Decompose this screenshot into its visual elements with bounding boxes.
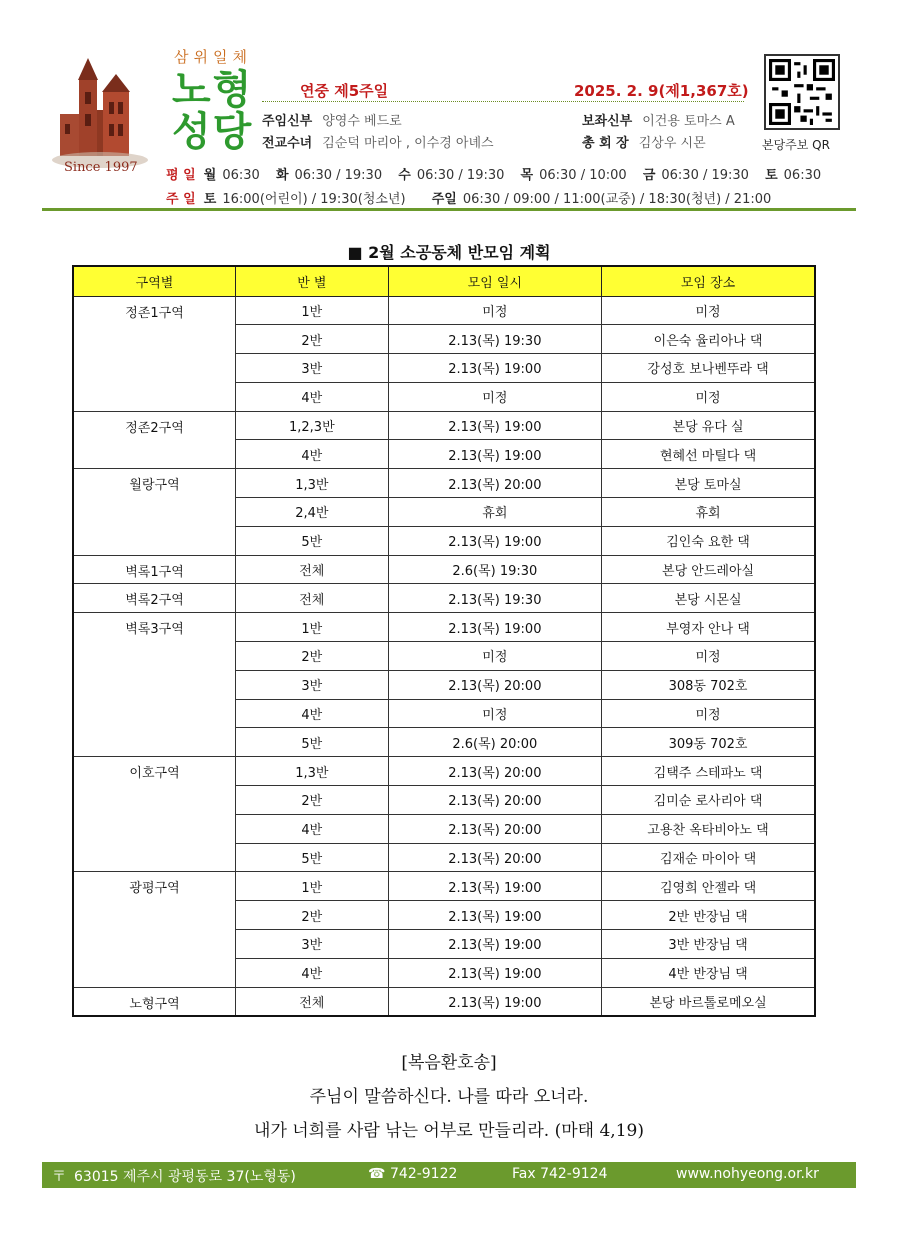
datetime-cell: 2.13(목) 20:00 — [388, 786, 601, 815]
footer-bar — [42, 1162, 856, 1188]
class-cell: 1,3반 — [236, 469, 389, 498]
location-cell: 부영자 안나 댁 — [602, 613, 815, 642]
staff-sisters — [262, 132, 494, 151]
mass-day: 금 — [642, 168, 656, 183]
location-cell: 이은숙 율리아나 댁 — [602, 325, 815, 354]
class-cell: 1반 — [236, 613, 389, 642]
class-cell: 1반 — [236, 872, 389, 901]
sunday-mass-label: 주 일 — [166, 192, 196, 207]
district-cell: 벽록1구역 — [73, 555, 236, 584]
district-cell: 이호구역 — [73, 757, 236, 872]
location-cell: 미정 — [602, 382, 815, 411]
class-cell: 4반 — [236, 382, 389, 411]
location-cell: 휴회 — [602, 498, 815, 527]
class-cell: 4반 — [236, 814, 389, 843]
location-cell: 강성호 보나벤뚜라 댁 — [602, 354, 815, 383]
class-cell: 1,2,3반 — [236, 411, 389, 440]
table-title: ■ 2월 소공동체 반모임 계획 — [347, 243, 551, 262]
footer-fax: Fax 742-9124 — [512, 1166, 608, 1182]
datetime-cell: 2.6(목) 20:00 — [388, 728, 601, 757]
mass-day: 화 — [275, 168, 289, 183]
since-year: Since 1997 — [64, 160, 138, 175]
location-cell: 미정 — [602, 642, 815, 671]
qr-label: 본당주보 QR — [762, 138, 830, 152]
postal-icon: 〒 — [52, 1169, 66, 1185]
table-row — [73, 872, 815, 901]
class-cell: 4반 — [236, 958, 389, 987]
church-building-logo — [50, 52, 150, 172]
location-cell: 본당 시몬실 — [602, 584, 815, 613]
datetime-cell: 미정 — [388, 382, 601, 411]
datetime-cell: 2.13(목) 19:00 — [388, 901, 601, 930]
staff-name: 양영수 베드로 — [322, 114, 402, 129]
sunday-mass-times — [166, 188, 771, 207]
class-cell: 5반 — [236, 728, 389, 757]
datetime-cell: 미정 — [388, 642, 601, 671]
district-cell: 정존1구역 — [73, 296, 236, 411]
staff-name: 이건용 토마스 A — [642, 114, 735, 129]
class-cell: 전체 — [236, 987, 389, 1016]
location-cell: 김인숙 요한 댁 — [602, 526, 815, 555]
location-cell: 미정 — [602, 296, 815, 325]
class-cell: 2,4반 — [236, 498, 389, 527]
table-row — [73, 411, 815, 440]
column-header: 모임 장소 — [602, 266, 815, 296]
datetime-cell: 2.13(목) 19:30 — [388, 584, 601, 613]
datetime-cell: 2.6(목) 19:30 — [388, 555, 601, 584]
parish-title-line1: 노형 — [172, 67, 254, 113]
verse-line2: 내가 너희를 사람 낚는 어부로 만들리라. (마태 4,19) — [254, 1121, 644, 1141]
verse-line1: 주님이 말씀하신다. 나를 따라 오너라. — [309, 1087, 589, 1107]
location-cell: 본당 안드레아실 — [602, 555, 815, 584]
location-cell: 4반 반장님 댁 — [602, 958, 815, 987]
parish-subtitle: 삼위일체 — [174, 48, 252, 66]
table-body — [73, 296, 815, 1016]
class-cell: 1,3반 — [236, 757, 389, 786]
mass-day: 월 — [203, 168, 217, 183]
datetime-cell: 2.13(목) 19:00 — [388, 354, 601, 383]
table-row — [73, 987, 815, 1016]
table-header-row — [73, 266, 815, 296]
mass-times: 16:00(어린이) / 19:30(청소년) — [222, 192, 406, 207]
district-cell: 정존2구역 — [73, 411, 236, 469]
class-cell: 전체 — [236, 584, 389, 613]
class-cell: 3반 — [236, 354, 389, 383]
location-cell: 본당 토마실 — [602, 469, 815, 498]
class-cell: 5반 — [236, 843, 389, 872]
staff-pastor — [262, 110, 402, 129]
location-cell: 김미순 로사리아 댁 — [602, 786, 815, 815]
class-cell: 4반 — [236, 699, 389, 728]
parish-title-line2: 성당 — [172, 109, 254, 155]
staff-name: 김상우 시몬 — [638, 136, 706, 151]
header-divider — [42, 208, 856, 211]
mass-day: 토 — [765, 168, 778, 183]
table-row — [73, 555, 815, 584]
datetime-cell: 미정 — [388, 296, 601, 325]
location-cell: 김택주 스테파노 댁 — [602, 757, 815, 786]
mass-times: 06:30 / 19:30 — [661, 168, 749, 183]
column-header: 반 별 — [236, 266, 389, 296]
footer-phone: 742-9122 — [390, 1166, 458, 1182]
table-row — [73, 757, 815, 786]
district-cell: 월랑구역 — [73, 469, 236, 555]
datetime-cell: 2.13(목) 20:00 — [388, 469, 601, 498]
staff-president — [582, 132, 706, 151]
datetime-cell: 2.13(목) 20:00 — [388, 670, 601, 699]
class-cell: 2반 — [236, 901, 389, 930]
class-cell: 3반 — [236, 930, 389, 959]
mass-times: 06:30 — [783, 168, 822, 183]
class-cell: 1반 — [236, 296, 389, 325]
datetime-cell: 2.13(목) 19:00 — [388, 930, 601, 959]
datetime-cell: 미정 — [388, 699, 601, 728]
mass-times: 06:30 / 19:30 — [294, 168, 383, 183]
issue-date: 2025. 2. 9(제1,367호) — [574, 82, 749, 100]
location-cell: 2반 반장님 댁 — [602, 901, 815, 930]
class-cell: 2반 — [236, 642, 389, 671]
class-cell: 2반 — [236, 325, 389, 354]
table-row — [73, 296, 815, 325]
mass-day: 토 — [203, 192, 217, 207]
mass-times: 06:30 — [222, 168, 260, 183]
datetime-cell: 2.13(목) 20:00 — [388, 757, 601, 786]
datetime-cell: 2.13(목) 19:00 — [388, 526, 601, 555]
staff-label: 총 회 장 — [582, 136, 629, 151]
district-cell: 벽록3구역 — [73, 613, 236, 757]
class-cell: 2반 — [236, 786, 389, 815]
datetime-cell: 2.13(목) 20:00 — [388, 814, 601, 843]
datetime-cell: 휴회 — [388, 498, 601, 527]
datetime-cell: 2.13(목) 19:00 — [388, 411, 601, 440]
district-cell: 노형구역 — [73, 987, 236, 1016]
meeting-plan-table — [72, 265, 816, 1017]
weekday-mass-label: 평 일 — [166, 168, 196, 183]
staff-label: 주임신부 — [262, 114, 313, 129]
mass-times: 06:30 / 19:30 — [416, 168, 505, 183]
class-cell: 5반 — [236, 526, 389, 555]
qr-code-icon — [769, 59, 835, 125]
datetime-cell: 2.13(목) 20:00 — [388, 843, 601, 872]
district-cell: 벽록2구역 — [73, 584, 236, 613]
location-cell: 미정 — [602, 699, 815, 728]
datetime-cell: 2.13(목) 19:00 — [388, 958, 601, 987]
datetime-cell: 2.13(목) 19:30 — [388, 325, 601, 354]
mass-day: 주일 — [431, 192, 457, 207]
staff-name: 김순덕 마리아 , 이수경 아녜스 — [322, 136, 494, 151]
class-cell: 3반 — [236, 670, 389, 699]
location-cell: 본당 바르톨로메오실 — [602, 987, 815, 1016]
location-cell: 308동 702호 — [602, 670, 815, 699]
staff-label: 전교수녀 — [262, 136, 313, 151]
datetime-cell: 2.13(목) 19:00 — [388, 872, 601, 901]
column-header: 모임 일시 — [388, 266, 601, 296]
table-row — [73, 584, 815, 613]
liturgical-week: 연중 제5주일 — [300, 82, 389, 100]
column-header: 구역별 — [73, 266, 236, 296]
class-cell: 4반 — [236, 440, 389, 469]
datetime-cell: 2.13(목) 19:00 — [388, 987, 601, 1016]
location-cell: 309동 702호 — [602, 728, 815, 757]
staff-label: 보좌신부 — [582, 114, 633, 129]
location-cell: 3반 반장님 댁 — [602, 930, 815, 959]
datetime-cell: 2.13(목) 19:00 — [388, 613, 601, 642]
table-row — [73, 613, 815, 642]
staff-assistant — [582, 110, 735, 129]
location-cell: 김영희 안젤라 댁 — [602, 872, 815, 901]
location-cell: 김재순 마이아 댁 — [602, 843, 815, 872]
datetime-cell: 2.13(목) 19:00 — [388, 440, 601, 469]
footer-website[interactable]: www.nohyeong.or.kr — [676, 1166, 819, 1182]
table-row — [73, 469, 815, 498]
mass-times: 06:30 / 10:00 — [539, 168, 627, 183]
location-cell: 현혜선 마틸다 댁 — [602, 440, 815, 469]
class-cell: 전체 — [236, 555, 389, 584]
mass-day: 목 — [520, 168, 534, 183]
verse-heading: [복음환호송] — [401, 1053, 497, 1073]
district-cell: 광평구역 — [73, 872, 236, 987]
qr-code[interactable] — [764, 54, 840, 130]
phone-icon: ☎ — [368, 1166, 386, 1182]
footer-address: 63015 제주시 광평동로 37(노형동) — [74, 1169, 296, 1185]
mass-day: 수 — [398, 168, 411, 183]
mass-times: 06:30 / 09:00 / 11:00(교중) / 18:30(청년) / 21:00 — [462, 192, 772, 207]
weekday-mass-times — [166, 164, 821, 183]
location-cell: 고용찬 옥타비아노 댁 — [602, 814, 815, 843]
dotted-divider — [262, 101, 744, 102]
location-cell: 본당 유다 실 — [602, 411, 815, 440]
